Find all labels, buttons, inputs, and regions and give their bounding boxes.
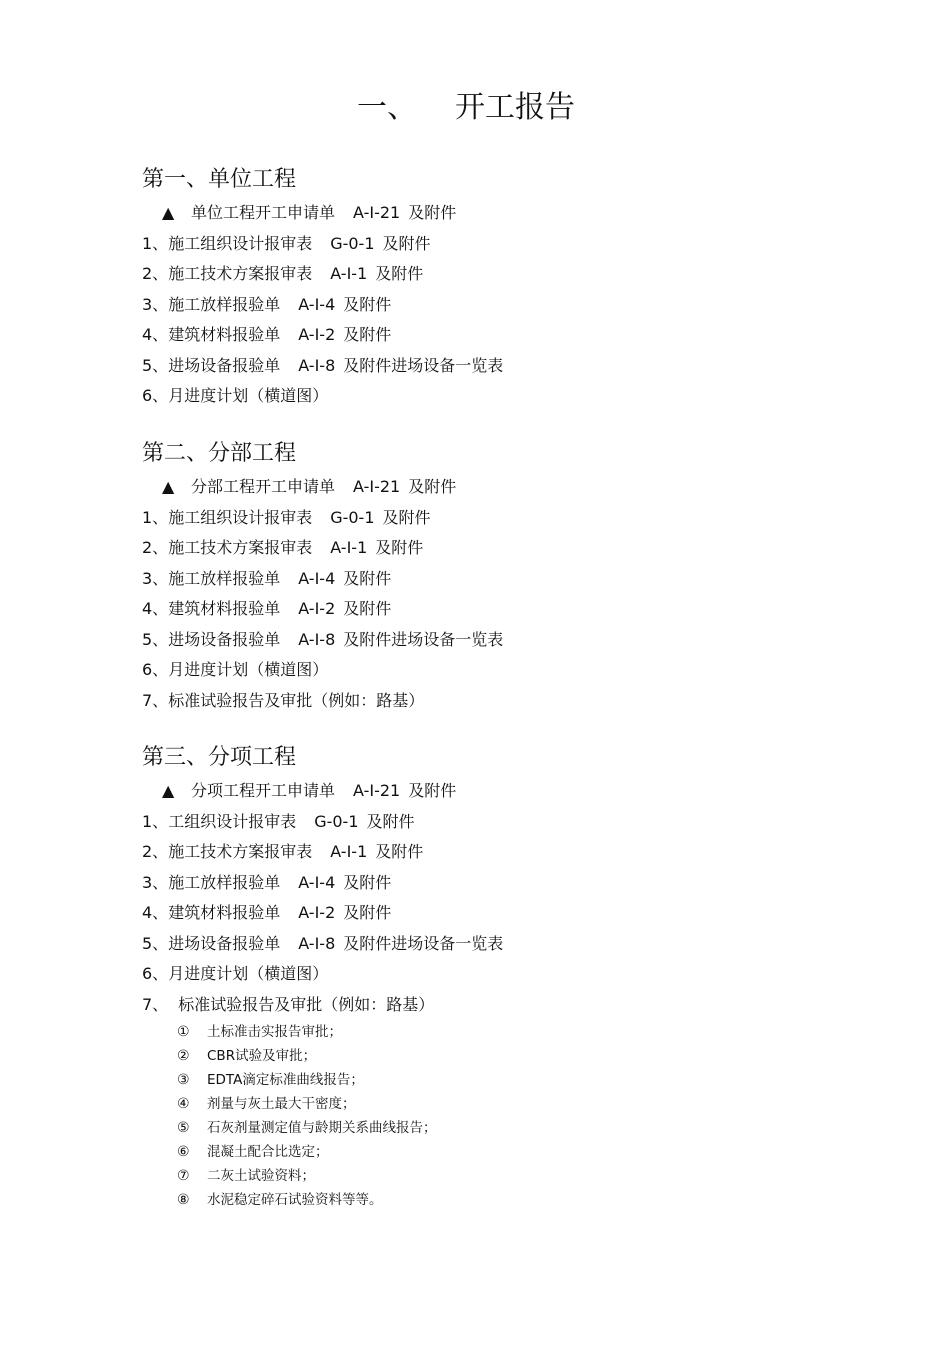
item-code: A-Ⅰ-21	[353, 477, 401, 496]
list-item	[142, 503, 842, 534]
item-text: 单位工程开工申请单	[191, 203, 336, 222]
list-item	[142, 564, 842, 595]
circled-number: ⑧	[177, 1192, 190, 1208]
page-title	[357, 86, 575, 130]
sub-item-text: 土标准击实报告审批；	[207, 1024, 342, 1040]
item-suffix: 及附件	[408, 203, 457, 222]
item-text: 施工组织设计报审表	[168, 507, 313, 527]
circled-number: ②	[177, 1048, 190, 1064]
sub-list-item	[142, 1068, 842, 1092]
item-number: 5、	[142, 629, 169, 649]
list-item	[142, 290, 842, 321]
list-item-application	[142, 776, 842, 807]
item-text: 进场设备报验单	[168, 355, 281, 375]
item-code: A-Ⅰ-21	[353, 781, 401, 800]
item-text: 施工放样报验单	[168, 294, 281, 314]
section-subitem-project	[142, 742, 842, 1212]
item-suffix: 及附件	[375, 842, 424, 861]
section-heading: 第二、分部工程	[142, 441, 297, 466]
item-text: 建筑材料报验单	[168, 325, 281, 344]
item-suffix: 及附件	[408, 781, 457, 800]
title-number: 一、	[357, 90, 417, 125]
item-code: G-0-1	[330, 507, 375, 527]
item-text: 进场设备报验单	[168, 933, 281, 953]
item-number: 1、	[142, 811, 169, 831]
sub-item-text: EDTA滴定标准曲线报告；	[207, 1072, 364, 1088]
item-suffix: 及附件	[382, 507, 431, 527]
item-code: A-Ⅰ-1	[330, 538, 368, 557]
item-text: 建筑材料报验单	[168, 903, 281, 922]
item-suffix: 及附件	[375, 264, 424, 283]
triangle-icon: ▲	[162, 477, 175, 496]
sub-list-item	[142, 1140, 842, 1164]
list-item	[142, 837, 842, 868]
item-text: 施工技术方案报审表	[168, 264, 313, 283]
item-text: 施工放样报验单	[168, 872, 281, 892]
sub-item-text: CBR试验及审批；	[207, 1048, 317, 1064]
list-item	[142, 686, 842, 717]
item-text: 月进度计划（横道图）	[168, 386, 329, 405]
item-code: A-Ⅰ-8	[298, 355, 336, 375]
list-item	[142, 351, 842, 382]
item-number: 7、	[142, 994, 169, 1014]
list-item-application	[142, 472, 842, 503]
list-item	[142, 929, 842, 960]
list-item	[142, 959, 842, 990]
triangle-icon: ▲	[162, 781, 175, 800]
item-suffix: 及附件	[343, 872, 392, 892]
item-number: 6、	[142, 964, 169, 983]
item-text: 标准试验报告及审批（例如：路基）	[178, 994, 435, 1014]
section-heading: 第三、分项工程	[142, 745, 297, 770]
item-suffix: 及附件	[343, 903, 392, 922]
circled-number: ④	[177, 1096, 190, 1112]
sub-item-text: 水泥稳定碎石试验资料等等。	[207, 1192, 383, 1208]
item-code: A-Ⅰ-1	[330, 842, 368, 861]
item-suffix: 及附件	[343, 325, 392, 344]
sub-list-item	[142, 1044, 842, 1068]
circled-number: ⑦	[177, 1168, 190, 1184]
item-text: 分项工程开工申请单	[191, 781, 336, 800]
item-number: 4、	[142, 599, 169, 618]
sub-list-item	[142, 1116, 842, 1140]
list-item	[142, 990, 842, 1021]
item-text: 工组织设计报审表	[168, 811, 297, 831]
item-code: A-Ⅰ-1	[330, 264, 368, 283]
list-item	[142, 594, 842, 625]
item-number: 7、	[142, 690, 169, 710]
sub-list-item	[142, 1092, 842, 1116]
item-suffix: 及附件	[343, 294, 392, 314]
item-code: A-Ⅰ-2	[298, 903, 336, 922]
list-item	[142, 229, 842, 260]
item-suffix: 及附件	[366, 811, 415, 831]
item-code: A-Ⅰ-2	[298, 599, 336, 618]
sub-list-item	[142, 1164, 842, 1188]
item-text: 进场设备报验单	[168, 629, 281, 649]
circled-number: ⑥	[177, 1144, 190, 1160]
item-number: 1、	[142, 507, 169, 527]
list-item-application	[142, 198, 842, 229]
title-text: 开工报告	[455, 90, 575, 125]
item-number: 5、	[142, 355, 169, 375]
item-suffix: 及附件	[343, 568, 392, 588]
item-text: 施工技术方案报审表	[168, 538, 313, 557]
item-number: 2、	[142, 264, 169, 283]
list-item	[142, 320, 842, 351]
item-text: 分部工程开工申请单	[191, 477, 336, 496]
item-code: G-0-1	[314, 811, 359, 831]
item-number: 2、	[142, 842, 169, 861]
list-item	[142, 898, 842, 929]
item-text: 月进度计划（横道图）	[168, 660, 329, 679]
list-item	[142, 807, 842, 838]
item-code: A-Ⅰ-2	[298, 325, 336, 344]
item-code: A-Ⅰ-21	[353, 203, 401, 222]
item-code: G-0-1	[330, 233, 375, 253]
item-text: 建筑材料报验单	[168, 599, 281, 618]
sub-item-text: 石灰剂量测定值与龄期关系曲线报告；	[207, 1120, 437, 1136]
item-code: A-Ⅰ-4	[298, 568, 336, 588]
circled-number: ⑤	[177, 1120, 190, 1136]
item-suffix: 及附件	[382, 233, 431, 253]
list-item	[142, 868, 842, 899]
item-number: 6、	[142, 386, 169, 405]
item-number: 4、	[142, 325, 169, 344]
item-number: 3、	[142, 568, 169, 588]
sub-list-item	[142, 1188, 842, 1212]
item-number: 2、	[142, 538, 169, 557]
item-suffix: 及附件	[375, 538, 424, 557]
item-text: 施工放样报验单	[168, 568, 281, 588]
item-number: 6、	[142, 660, 169, 679]
sub-item-text: 二灰土试验资料；	[207, 1168, 315, 1184]
item-code: A-Ⅰ-8	[298, 933, 336, 953]
item-suffix: 及附件	[408, 477, 457, 496]
circled-number: ③	[177, 1072, 190, 1088]
item-number: 3、	[142, 872, 169, 892]
item-number: 4、	[142, 903, 169, 922]
item-suffix: 及附件进场设备一览表	[343, 629, 504, 649]
item-number: 3、	[142, 294, 169, 314]
item-text: 施工组织设计报审表	[168, 233, 313, 253]
circled-number: ①	[177, 1024, 190, 1040]
list-item	[142, 381, 842, 412]
item-number: 1、	[142, 233, 169, 253]
sub-list-item	[142, 1020, 842, 1044]
sub-item-text: 剂量与灰土最大干密度；	[207, 1096, 356, 1112]
section-unit-project	[142, 164, 842, 412]
item-text: 月进度计划（横道图）	[168, 964, 329, 983]
list-item	[142, 655, 842, 686]
list-item	[142, 625, 842, 656]
item-number: 5、	[142, 933, 169, 953]
item-suffix: 及附件进场设备一览表	[343, 933, 504, 953]
section-division-project	[142, 438, 842, 716]
item-text: 施工技术方案报审表	[168, 842, 313, 861]
sub-item-text: 混凝土配合比选定；	[207, 1144, 329, 1160]
triangle-icon: ▲	[162, 203, 175, 222]
item-text: 标准试验报告及审批（例如：路基）	[168, 690, 425, 710]
item-code: A-Ⅰ-4	[298, 294, 336, 314]
item-suffix: 及附件	[343, 599, 392, 618]
item-code: A-Ⅰ-8	[298, 629, 336, 649]
list-item	[142, 259, 842, 290]
item-suffix: 及附件进场设备一览表	[343, 355, 504, 375]
section-heading: 第一、单位工程	[142, 167, 297, 192]
item-code: A-Ⅰ-4	[298, 872, 336, 892]
list-item	[142, 533, 842, 564]
